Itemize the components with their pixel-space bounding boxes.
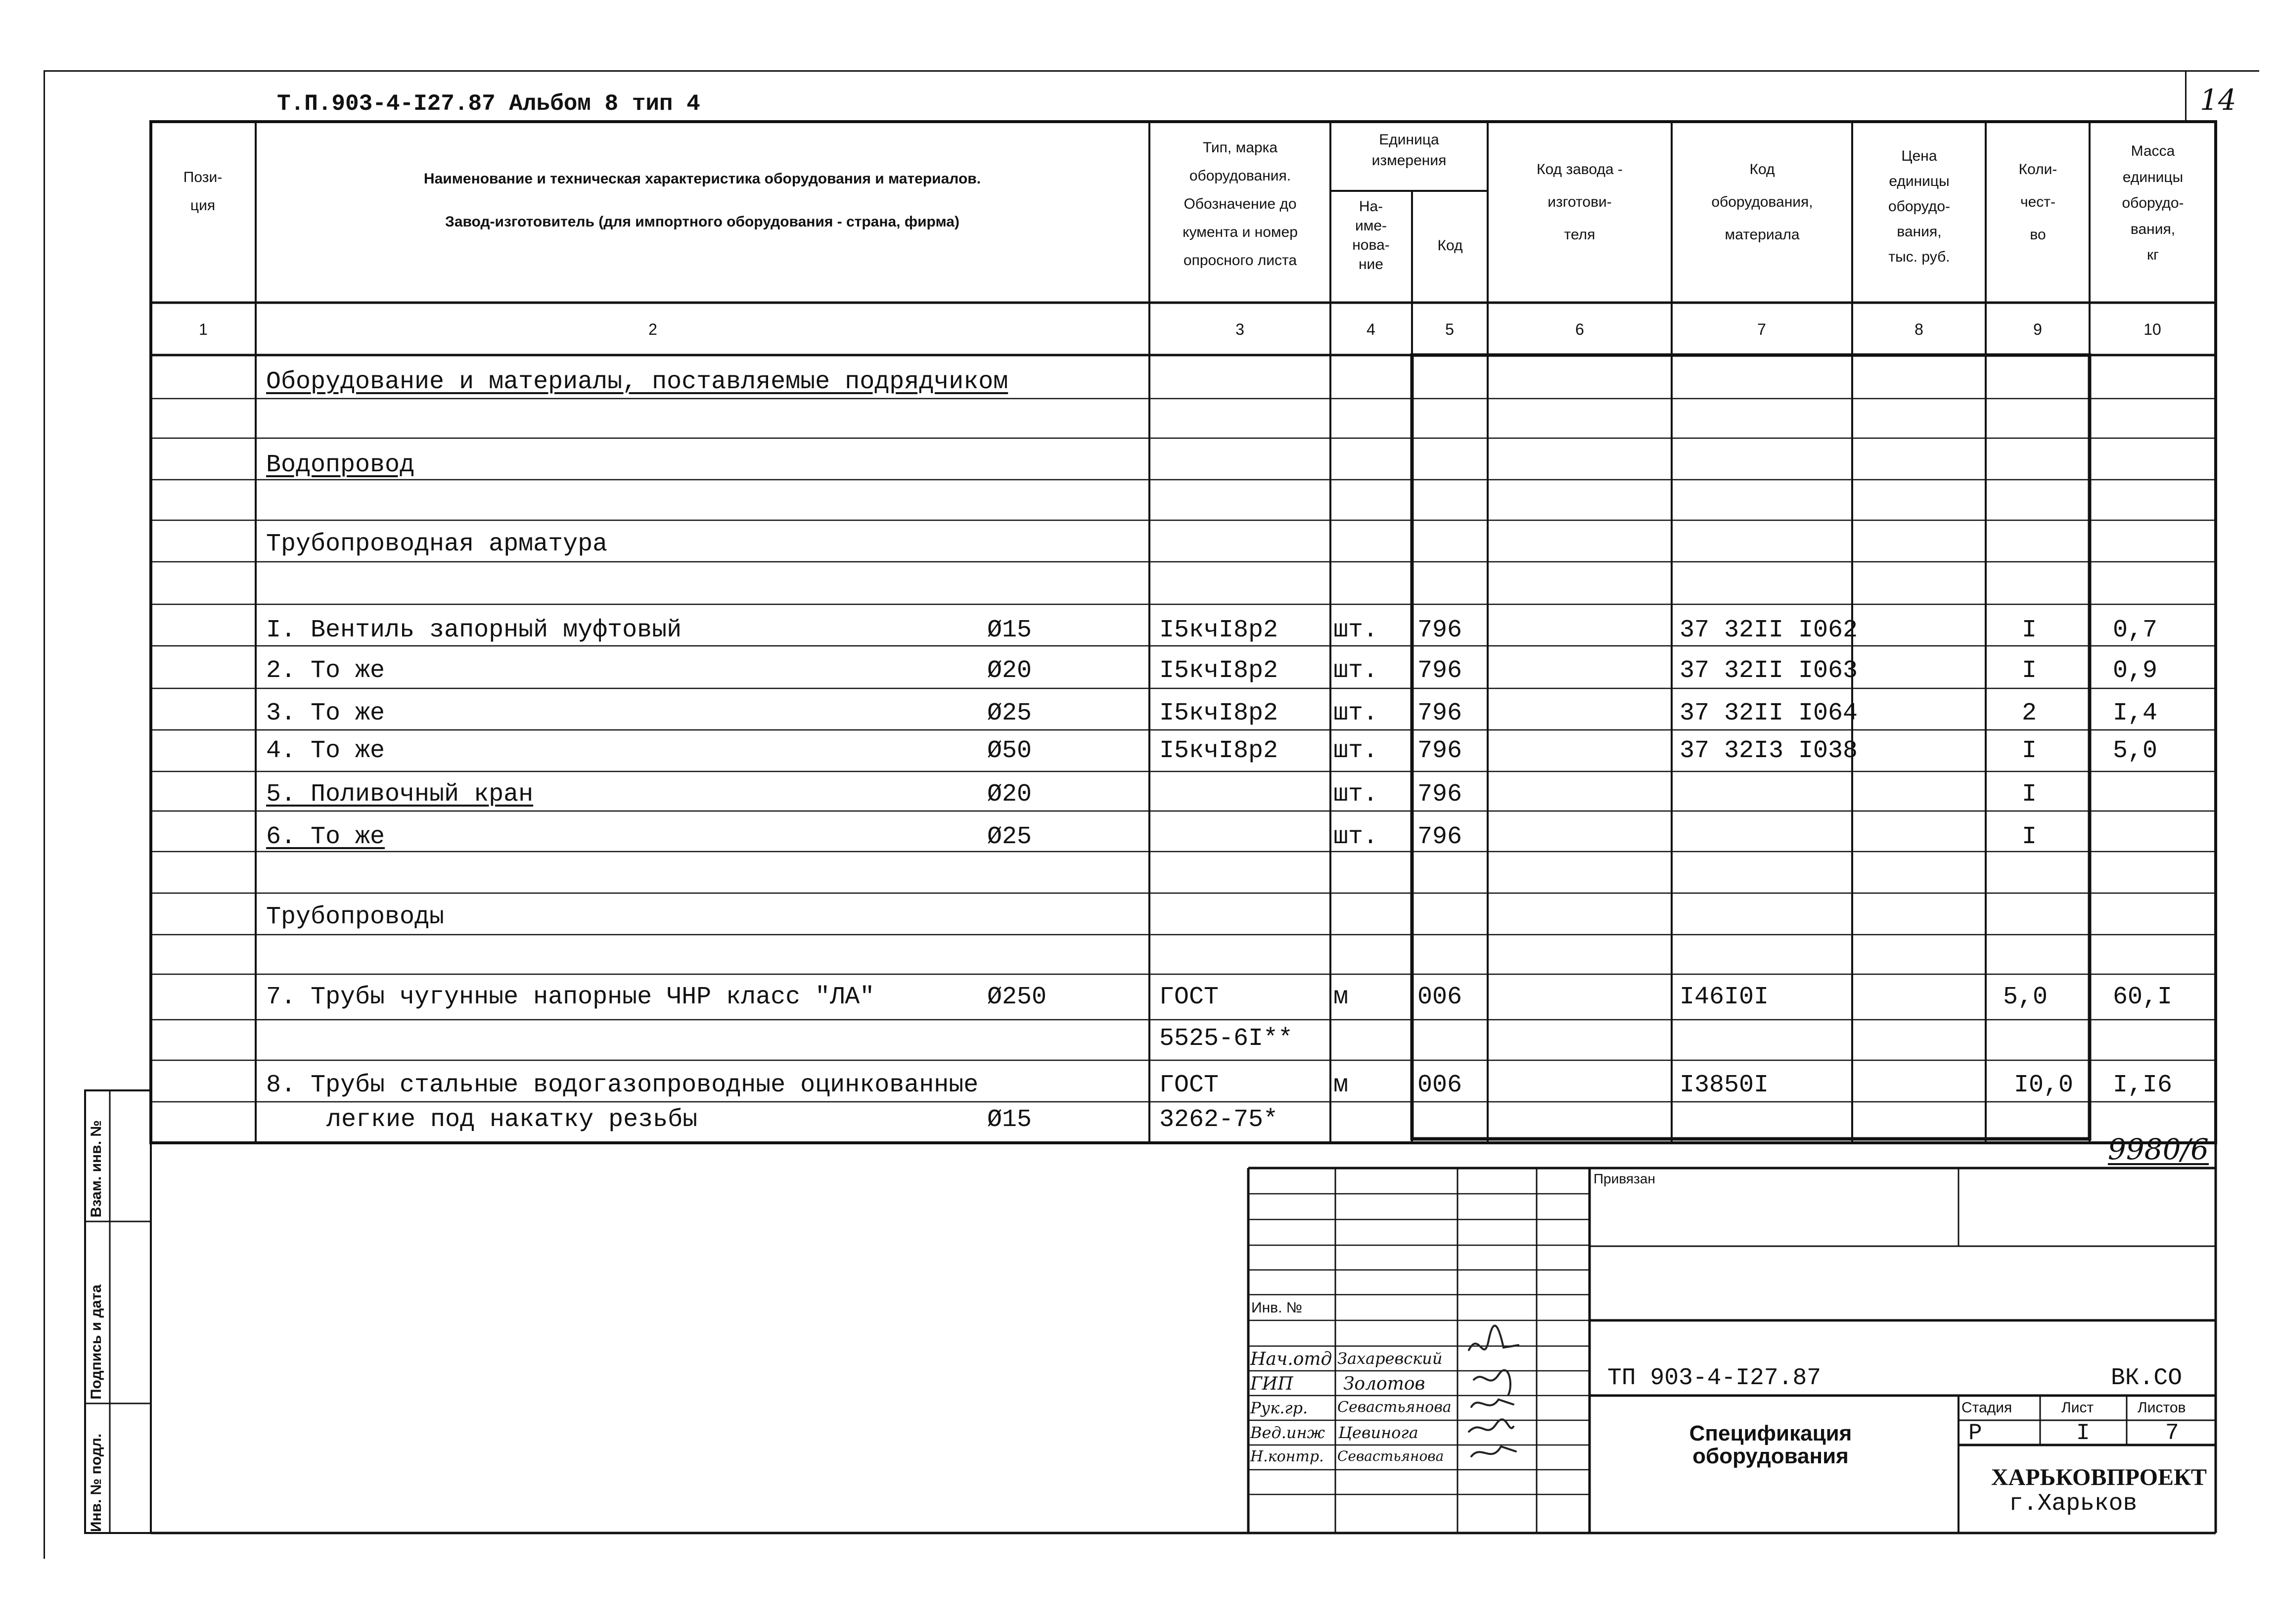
row-1-type: I5кчI8р2 (1159, 616, 1278, 644)
row-8-type: ГОСТ (1159, 1071, 1219, 1099)
sheet-mark: ВК.СО (2111, 1365, 2183, 1392)
inv-label: Инв. № (1251, 1300, 1302, 1316)
row-2-mat-code: 37 32II I063 (1680, 657, 1858, 685)
staff-name-1: Захаревский (1337, 1349, 1443, 1368)
row-5-name: 5. Поливочный кран (266, 780, 534, 809)
row-1-code: 796 (1417, 616, 1462, 644)
col-2-header: Наименование и техническая характеристика оборудования и материалов. Завод-изготовитель (для импортного оборудования - страна, фирма) (423, 171, 981, 230)
col-4-header: На- име- нова- ние (1352, 198, 1390, 272)
row-1-qty: I (2022, 616, 2037, 644)
row-1-unit: шт. (1333, 616, 1378, 644)
row-4-dn: Ø50 (987, 737, 1032, 765)
row-5-dn: Ø20 (987, 780, 1032, 809)
row-8-name2: легкие под накатку резьбы (326, 1106, 698, 1134)
org-name: ХАРЬКОВПРОЕКТ (1991, 1464, 2207, 1490)
row-3-unit: шт. (1333, 699, 1378, 727)
row-3-type: I5кчI8р2 (1159, 699, 1278, 727)
row-3-code: 796 (1417, 699, 1462, 727)
section-water: Водопровод (266, 451, 415, 479)
staff-role-3: Рук.гр. (1250, 1398, 1308, 1417)
privyazan-label: Привязан (1594, 1171, 1655, 1186)
side-inv-podl: Инв. № подл. (88, 1433, 104, 1532)
row-5-unit: шт. (1333, 780, 1378, 809)
org-city: г.Харьков (2009, 1490, 2138, 1517)
stage-label: Стадия (1961, 1399, 2012, 1416)
row-2-qty: I (2022, 657, 2037, 685)
row-7-code: 006 (1417, 983, 1462, 1011)
row-3-mass: I,4 (2113, 699, 2158, 727)
staff-name-4: Цевинога (1338, 1423, 1418, 1442)
doc-header: Т.П.903-4-I27.87 Альбом 8 тип 4 (277, 91, 700, 117)
row-7-mat-code: I46I0I (1680, 983, 1769, 1011)
col-7-header: Код оборудования, материала (1711, 161, 1813, 243)
col-num-4: 4 (1367, 320, 1375, 338)
row-2-unit: шт. (1333, 657, 1378, 685)
col-num-5: 5 (1445, 320, 1454, 338)
row-7-type2: 5525-6I** (1159, 1025, 1293, 1053)
row-2-type: I5кчI8р2 (1159, 657, 1278, 685)
col-num-3: 3 (1235, 320, 1244, 338)
row-5-qty: I (2022, 780, 2037, 809)
col-num-7: 7 (1757, 320, 1766, 338)
row-8-type2: 3262-75* (1159, 1106, 1278, 1134)
staff-role-4: Вед.инж (1250, 1423, 1325, 1442)
signatures (1459, 1320, 1533, 1469)
row-8-dn: Ø15 (987, 1106, 1032, 1134)
row-3-dn: Ø25 (987, 699, 1032, 727)
row-6-code: 796 (1417, 823, 1462, 851)
section-pipes: Трубопроводы (266, 903, 445, 931)
row-2-name: 2. То же (266, 657, 385, 685)
row-7-type: ГОСТ (1159, 983, 1219, 1011)
col-9-header: Коли- чест- во (2018, 161, 2057, 243)
col-5-header: Код (1437, 237, 1463, 254)
row-8-mass: I,I6 (2113, 1071, 2173, 1099)
row-8-code: 006 (1417, 1071, 1462, 1099)
row-4-mass: 5,0 (2113, 737, 2158, 765)
row-6-name: 6. То же (266, 823, 385, 851)
row-3-name: 3. То же (266, 699, 385, 727)
row-8-mat-code: I3850I (1680, 1071, 1769, 1099)
row-3-qty: 2 (2022, 699, 2037, 727)
row-1-mat-code: 37 32II I062 (1680, 616, 1858, 644)
sheets-label: Листов (2138, 1399, 2186, 1416)
col-num-6: 6 (1575, 320, 1584, 338)
row-7-qty: 5,0 (2003, 983, 2048, 1011)
row-1-name: I. Вентиль запорный муфтовый (266, 616, 682, 644)
row-7-dn: Ø250 (987, 983, 1047, 1011)
row-2-code: 796 (1417, 657, 1462, 685)
row-5-code: 796 (1417, 780, 1462, 809)
row-6-qty: I (2022, 823, 2037, 851)
col-num-10: 10 (2143, 320, 2161, 338)
doc-title: Спецификация оборудования (1689, 1421, 1852, 1469)
staff-name-2: Золотов (1343, 1374, 1425, 1394)
col-6-header: Код завода - изготови- теля (1537, 161, 1623, 243)
row-6-unit: шт. (1333, 823, 1378, 851)
col-1-header: Пози- ция (183, 169, 223, 214)
row-7-name: 7. Трубы чугунные напорные ЧНР класс "ЛА" (266, 983, 875, 1011)
col-num-9: 9 (2033, 320, 2042, 338)
col-3-header: Тип, марка оборудования. Обозначение до кумента и номер опросного листа (1183, 139, 1298, 269)
col-8-header: Цена единицы оборудо- вания, тыс. руб. (1888, 148, 1951, 265)
sheets-value: 7 (2165, 1420, 2179, 1446)
side-vzam: Взам. инв. № (88, 1120, 104, 1218)
col-num-1: 1 (199, 320, 208, 338)
section-supplier: Оборудование и материалы, поставляемые подрядчиком (266, 368, 1008, 396)
row-2-mass: 0,9 (2113, 657, 2158, 685)
row-4-code: 796 (1417, 737, 1462, 765)
section-fittings: Трубопроводная арматура (266, 530, 608, 558)
row-1-mass: 0,7 (2113, 616, 2158, 644)
staff-role-2: ГИП (1250, 1374, 1293, 1394)
row-8-name: 8. Трубы стальные водогазопроводные оцинкованные (266, 1071, 979, 1099)
row-8-qty: I0,0 (2014, 1071, 2074, 1099)
col-10-header: Масса единицы оборудо- вания, кг (2122, 143, 2184, 263)
staff-name-5: Севастьянова (1337, 1448, 1444, 1464)
col-num-8: 8 (1914, 320, 1923, 338)
side-podpis: Подпись и дата (88, 1284, 104, 1399)
row-3-mat-code: 37 32II I064 (1680, 699, 1858, 727)
row-1-dn: Ø15 (987, 616, 1032, 644)
page-number: 14 (2200, 83, 2236, 117)
row-4-qty: I (2022, 737, 2037, 765)
row-4-mat-code: 37 32I3 I038 (1680, 737, 1858, 765)
col-num-2: 2 (648, 320, 657, 338)
sheet-value: I (2076, 1420, 2090, 1446)
handwritten-ref: 9980/6 (2108, 1132, 2209, 1166)
row-4-name: 4. То же (266, 737, 385, 765)
stage-value: Р (1968, 1420, 1982, 1446)
row-7-unit: м (1333, 983, 1349, 1011)
staff-name-3: Севастьянова (1337, 1398, 1452, 1416)
unit-group-header: Единица измерения (1371, 132, 1447, 169)
staff-role-1: Нач.отд (1250, 1349, 1332, 1369)
sheet-label: Лист (2061, 1399, 2094, 1416)
row-4-unit: шт. (1333, 737, 1378, 765)
row-8-unit: м (1333, 1071, 1349, 1099)
row-2-dn: Ø20 (987, 657, 1032, 685)
row-6-dn: Ø25 (987, 823, 1032, 851)
project-code: ТП 903-4-I27.87 (1607, 1365, 1822, 1392)
row-4-type: I5кчI8р2 (1159, 737, 1278, 765)
row-7-mass: 60,I (2113, 983, 2173, 1011)
staff-role-5: Н.контр. (1250, 1448, 1324, 1465)
